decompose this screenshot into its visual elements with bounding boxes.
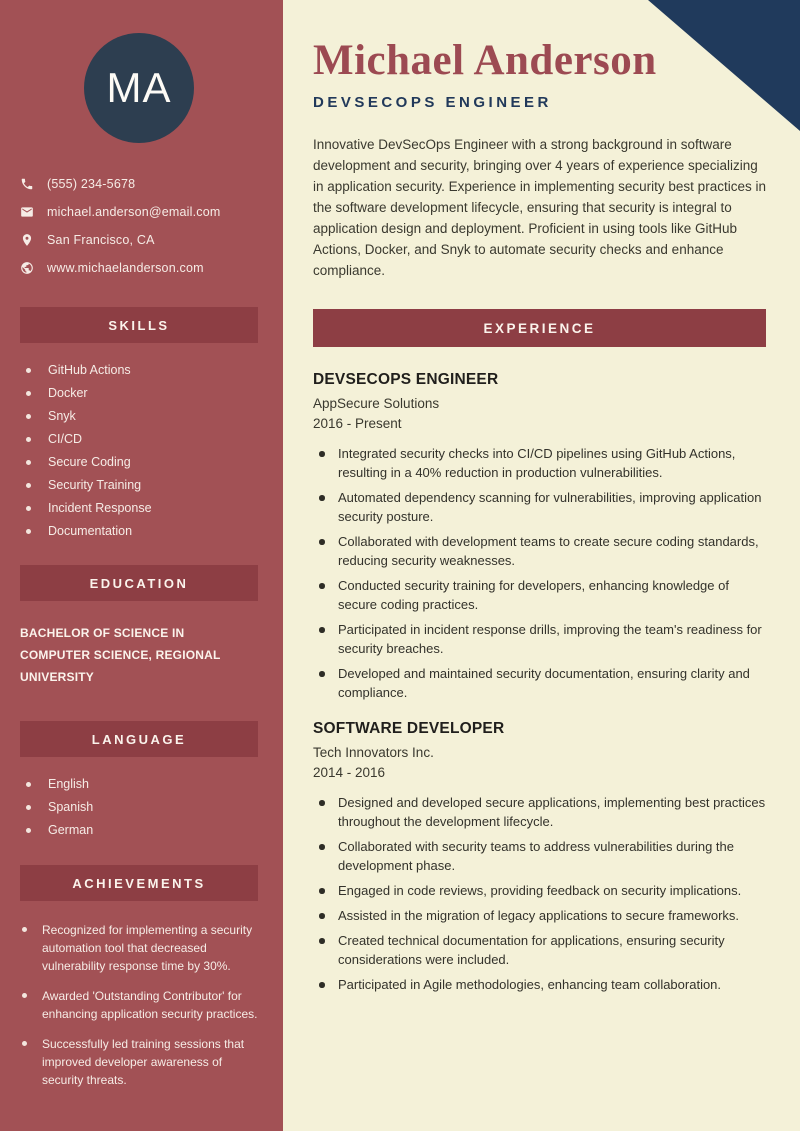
job-company: AppSecure Solutions xyxy=(313,396,440,412)
achievement-item: Successfully led training sessions that improved developer awareness of security threats. xyxy=(22,1035,258,1089)
achievements-title: ACHIEVEMENTS xyxy=(72,875,206,891)
job-entry xyxy=(313,720,766,994)
job-dates: 2014 - 2016 xyxy=(313,765,386,781)
language-list xyxy=(20,777,258,838)
skill-item: Documentation xyxy=(26,524,258,539)
job-bullet: Created technical documentation for applications, ensuring security considerations were included. xyxy=(319,931,766,969)
contact-website-text: www.michaelanderson.com xyxy=(47,261,204,275)
email-icon xyxy=(20,205,34,219)
avatar-initials: MA xyxy=(106,64,172,111)
avatar xyxy=(84,33,194,143)
skill-item: Snyk xyxy=(26,409,258,424)
skill-item: Security Training xyxy=(26,478,258,493)
job-bullet: Collaborated with security teams to address vulnerabilities during the development phase. xyxy=(319,837,766,875)
skill-item: GitHub Actions xyxy=(26,363,258,378)
job-bullet: Collaborated with development teams to create secure coding standards, reducing security weaknesses. xyxy=(319,532,766,570)
skills-list xyxy=(20,363,258,539)
job-dates: 2016 - Present xyxy=(313,416,402,432)
skills-title: SKILLS xyxy=(108,317,170,333)
contact-phone-text: (555) 234-5678 xyxy=(47,177,136,191)
sidebar xyxy=(0,0,283,1131)
experience-title: EXPERIENCE xyxy=(483,320,596,336)
achievement-item: Awarded 'Outstanding Contributor' for enhancing application security practices. xyxy=(22,987,258,1023)
job-bullet: Participated in incident response drills, improving the team's readiness for security breaches. xyxy=(319,620,766,658)
contact-location xyxy=(20,233,258,247)
contact-location-text: San Francisco, CA xyxy=(47,233,155,247)
job-role: SOFTWARE DEVELOPER xyxy=(313,720,505,738)
achievements-section-header xyxy=(20,865,258,901)
education-title: EDUCATION xyxy=(89,575,189,591)
job-bullet: Designed and developed secure applications, implementing best practices throughout the development lifecycle. xyxy=(319,793,766,831)
location-icon xyxy=(20,233,34,247)
contact-list xyxy=(20,177,258,275)
skills-section-header xyxy=(20,307,258,343)
skill-item: Incident Response xyxy=(26,501,258,516)
job-bullet: Assisted in the migration of legacy applications to secure frameworks. xyxy=(319,906,766,925)
job-bullet-list xyxy=(313,444,766,702)
job-bullet: Developed and maintained security documentation, ensuring clarity and compliance. xyxy=(319,664,766,702)
skill-item: Secure Coding xyxy=(26,455,258,470)
language-section-header xyxy=(20,721,258,757)
experience-section-header xyxy=(313,309,766,347)
language-title: LANGUAGE xyxy=(91,731,187,747)
skill-item: CI/CD xyxy=(26,432,258,447)
globe-icon xyxy=(20,261,34,275)
contact-website xyxy=(20,261,258,275)
contact-email xyxy=(20,205,258,219)
education-degree: BACHELOR OF SCIENCE IN COMPUTER SCIENCE, REGIONAL UNIVERSITY xyxy=(20,626,221,684)
summary-paragraph: Innovative DevSecOps Engineer with a strong background in software development and security, bringing over 4 years of experience specializing in application security. Experience in implementing security best practices in the software development lifecycle, ensuring that security is integral to application design and deployment. Proficient in using tools like GitHub Actions, Docker, and Snyk to automate security checks and enhance compliance. xyxy=(313,137,766,279)
person-headline: DEVSECOPS ENGINEER xyxy=(313,94,552,112)
language-item: German xyxy=(26,823,258,838)
job-bullet: Engaged in code reviews, providing feedback on security implications. xyxy=(319,881,766,900)
contact-phone xyxy=(20,177,258,191)
main-content xyxy=(283,0,800,1131)
education-section-header xyxy=(20,565,258,601)
person-name: Michael Anderson xyxy=(313,37,657,84)
job-bullet: Automated dependency scanning for vulnerabilities, improving application security posture. xyxy=(319,488,766,526)
job-role: DEVSECOPS ENGINEER xyxy=(313,371,499,389)
job-entry xyxy=(313,371,766,702)
job-bullet: Integrated security checks into CI/CD pipelines using GitHub Actions, resulting in a 40% reduction in production vulnerabilities. xyxy=(319,444,766,482)
achievements-list xyxy=(20,921,258,1089)
language-item: Spanish xyxy=(26,800,258,815)
achievement-item: Recognized for implementing a security automation tool that decreased vulnerability response time by 30%. xyxy=(22,921,258,975)
job-bullet: Participated in Agile methodologies, enhancing team collaboration. xyxy=(319,975,766,994)
job-bullet-list xyxy=(313,793,766,994)
language-item: English xyxy=(26,777,258,792)
skill-item: Docker xyxy=(26,386,258,401)
job-company: Tech Innovators Inc. xyxy=(313,745,434,761)
job-bullet: Conducted security training for developers, enhancing knowledge of secure coding practices. xyxy=(319,576,766,614)
contact-email-text: michael.anderson@email.com xyxy=(47,205,221,219)
phone-icon xyxy=(20,177,34,191)
